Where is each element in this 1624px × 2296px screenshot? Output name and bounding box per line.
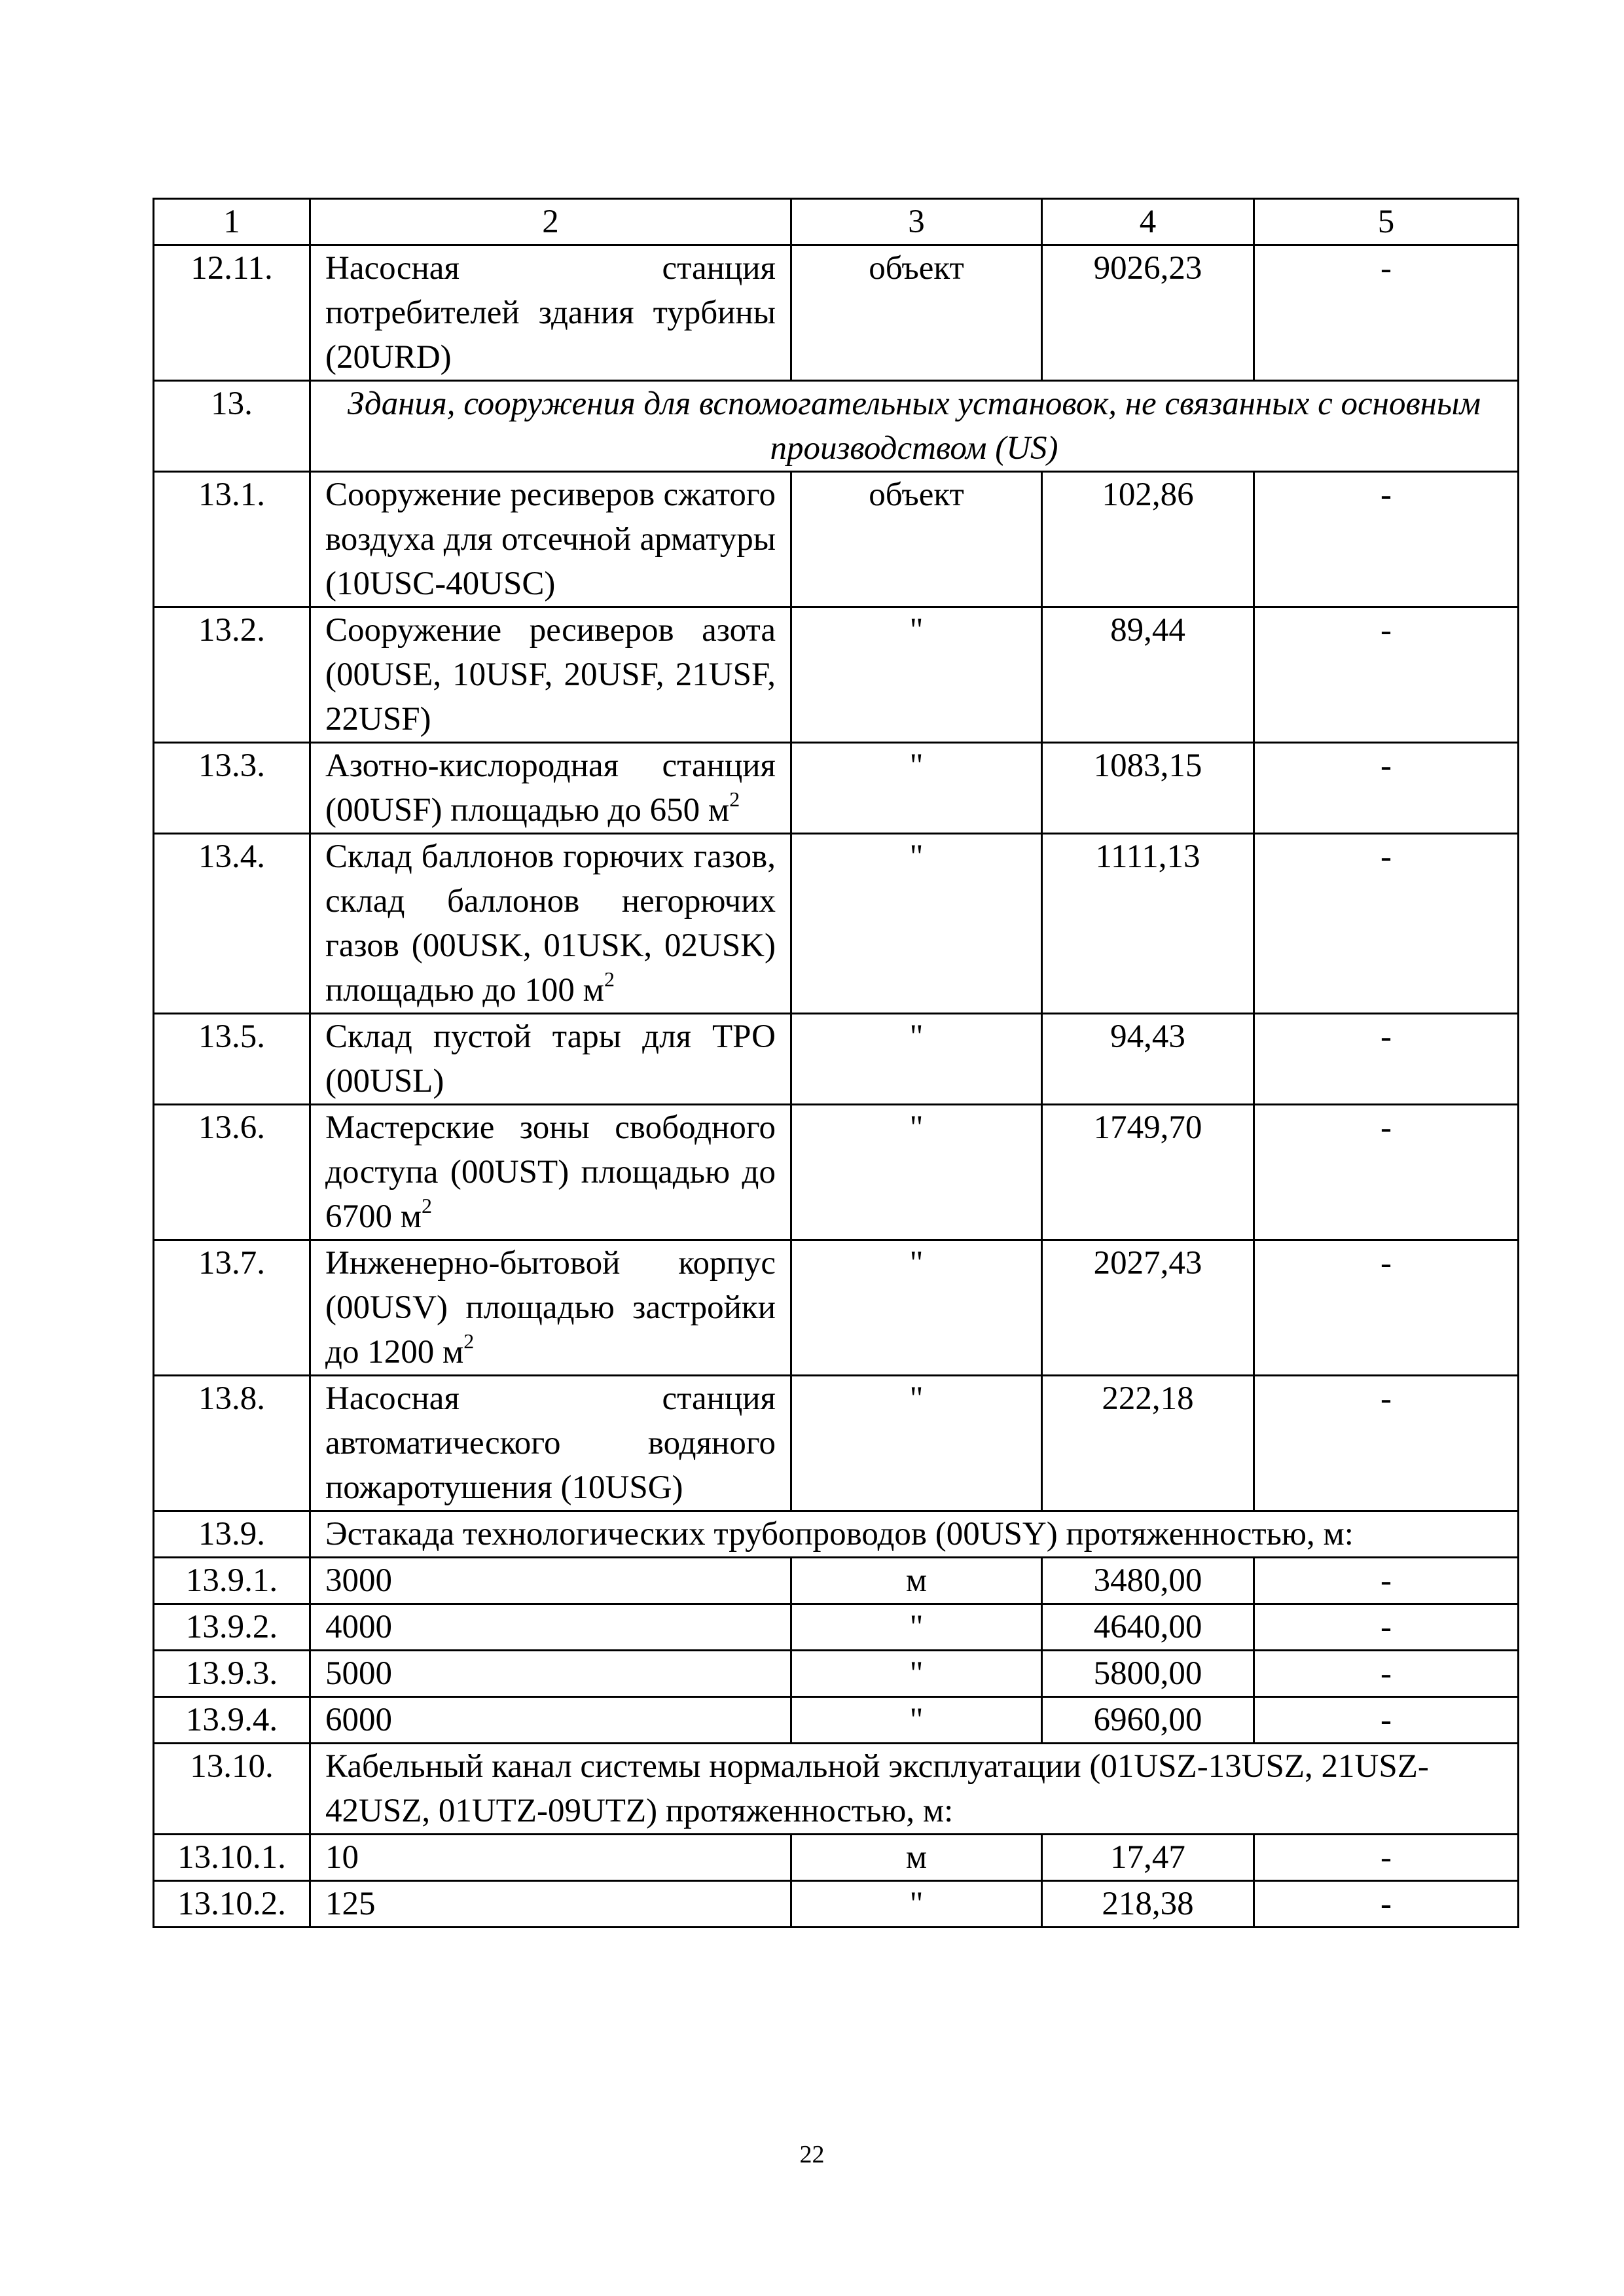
row-number: 13.9. bbox=[154, 1511, 310, 1558]
row-number: 13.10. bbox=[154, 1744, 310, 1835]
superscript: 2 bbox=[463, 1329, 475, 1353]
unit-cell: " bbox=[791, 1881, 1042, 1928]
item-name bbox=[310, 1881, 791, 1928]
value-cell: 9026,23 bbox=[1042, 245, 1254, 381]
unit-cell: объект bbox=[791, 472, 1042, 607]
group-title: Эстакада технологических трубопроводов (00USY) протяженностью, м: bbox=[310, 1511, 1519, 1558]
section-title: Здания, сооружения для вспомогательных установок, не связанных с основным производством (US) bbox=[310, 381, 1519, 472]
item-name bbox=[310, 834, 791, 1014]
row-number: 13.5. bbox=[154, 1014, 310, 1105]
group-title: Кабельный канал системы нормальной эксплуатации (01USZ-13USZ, 21USZ-42USZ, 01UTZ-09UTZ) протяженностью, м: bbox=[310, 1744, 1519, 1835]
header-col-3: 3 bbox=[791, 199, 1042, 245]
item-name-text: 5000 bbox=[325, 1655, 392, 1692]
col5-cell: - bbox=[1254, 1105, 1519, 1240]
superscript: 2 bbox=[729, 787, 740, 811]
row-number: 13. bbox=[154, 381, 310, 472]
item-name bbox=[310, 1835, 791, 1881]
col5-cell: - bbox=[1254, 1240, 1519, 1376]
item-name bbox=[310, 1105, 791, 1240]
unit-cell: м bbox=[791, 1835, 1042, 1881]
table-row bbox=[154, 1604, 1519, 1651]
row-number: 13.9.4. bbox=[154, 1697, 310, 1744]
table-row bbox=[154, 1744, 1519, 1835]
unit-cell: м bbox=[791, 1558, 1042, 1604]
item-name-text: Насосная станция автоматического водяного пожаротушения (10USG) bbox=[325, 1380, 776, 1506]
table-body bbox=[154, 199, 1519, 1928]
item-name-text: Инженерно-бытовой корпус (00USV) площадью застройки до 1200 м bbox=[325, 1245, 776, 1371]
unit-cell: " bbox=[791, 834, 1042, 1014]
row-number: 13.8. bbox=[154, 1376, 310, 1511]
value-cell: 5800,00 bbox=[1042, 1651, 1254, 1697]
value-cell: 1111,13 bbox=[1042, 834, 1254, 1014]
item-name-text: 6000 bbox=[325, 1702, 392, 1738]
col5-cell: - bbox=[1254, 1881, 1519, 1928]
value-cell: 1749,70 bbox=[1042, 1105, 1254, 1240]
item-name bbox=[310, 1604, 791, 1651]
table-header-row bbox=[154, 199, 1519, 245]
item-name bbox=[310, 1558, 791, 1604]
col5-cell: - bbox=[1254, 1697, 1519, 1744]
col5-cell: - bbox=[1254, 1835, 1519, 1881]
item-name-text: 10 bbox=[325, 1839, 359, 1876]
row-number: 13.7. bbox=[154, 1240, 310, 1376]
value-cell: 4640,00 bbox=[1042, 1604, 1254, 1651]
unit-cell: " bbox=[791, 1014, 1042, 1105]
value-cell: 222,18 bbox=[1042, 1376, 1254, 1511]
col5-cell: - bbox=[1254, 245, 1519, 381]
table-row bbox=[154, 1651, 1519, 1697]
page-number: 22 bbox=[799, 2141, 825, 2168]
item-name bbox=[310, 1240, 791, 1376]
table-row bbox=[154, 1105, 1519, 1240]
superscript: 2 bbox=[604, 967, 615, 991]
item-name bbox=[310, 607, 791, 743]
row-number: 13.2. bbox=[154, 607, 310, 743]
item-name bbox=[310, 1014, 791, 1105]
item-name bbox=[310, 1697, 791, 1744]
row-number: 13.9.2. bbox=[154, 1604, 310, 1651]
row-number: 13.10.2. bbox=[154, 1881, 310, 1928]
item-name-text: 4000 bbox=[325, 1609, 392, 1645]
unit-cell: объект bbox=[791, 245, 1042, 381]
row-number: 13.9.3. bbox=[154, 1651, 310, 1697]
item-name bbox=[310, 472, 791, 607]
header-col-1: 1 bbox=[154, 199, 310, 245]
table-row bbox=[154, 1835, 1519, 1881]
estimate-table bbox=[153, 198, 1519, 1928]
unit-cell: " bbox=[791, 1604, 1042, 1651]
table-row bbox=[154, 245, 1519, 381]
value-cell: 2027,43 bbox=[1042, 1240, 1254, 1376]
unit-cell: " bbox=[791, 743, 1042, 834]
header-col-2: 2 bbox=[310, 199, 791, 245]
col5-cell: - bbox=[1254, 607, 1519, 743]
unit-cell: " bbox=[791, 1240, 1042, 1376]
col5-cell: - bbox=[1254, 472, 1519, 607]
table-row bbox=[154, 607, 1519, 743]
row-number: 12.11. bbox=[154, 245, 310, 381]
row-number: 13.4. bbox=[154, 834, 310, 1014]
item-name-text: Азотно-кислородная станция (00USF) площадью до 650 м bbox=[325, 747, 776, 829]
value-cell: 3480,00 bbox=[1042, 1558, 1254, 1604]
value-cell: 218,38 bbox=[1042, 1881, 1254, 1928]
item-name-text: Склад баллонов горючих газов, склад баллонов негорючих газов (00USK, 01USK, 02USK) площадью до 100 м bbox=[325, 838, 776, 1009]
unit-cell: " bbox=[791, 1651, 1042, 1697]
table-row bbox=[154, 1697, 1519, 1744]
item-name-text: 3000 bbox=[325, 1562, 392, 1599]
table-row bbox=[154, 1881, 1519, 1928]
item-name-text: 125 bbox=[325, 1886, 376, 1922]
col5-cell: - bbox=[1254, 1014, 1519, 1105]
item-name bbox=[310, 245, 791, 381]
header-col-4: 4 bbox=[1042, 199, 1254, 245]
col5-cell: - bbox=[1254, 834, 1519, 1014]
table-row bbox=[154, 1511, 1519, 1558]
item-name-text: Насосная станция потребителей здания турбины (20URD) bbox=[325, 250, 776, 376]
unit-cell: " bbox=[791, 1376, 1042, 1511]
value-cell: 1083,15 bbox=[1042, 743, 1254, 834]
item-name-text: Сооружение ресиверов сжатого воздуха для отсечной арматуры (10USC-40USC) bbox=[325, 476, 776, 602]
value-cell: 102,86 bbox=[1042, 472, 1254, 607]
table-row bbox=[154, 1376, 1519, 1511]
col5-cell: - bbox=[1254, 1651, 1519, 1697]
item-name-text: Склад пустой тары для ТРО (00USL) bbox=[325, 1018, 776, 1100]
table-row bbox=[154, 1558, 1519, 1604]
row-number: 13.1. bbox=[154, 472, 310, 607]
table-row bbox=[154, 834, 1519, 1014]
item-name-text: Сооружение ресиверов азота (00USE, 10USF, 20USF, 21USF, 22USF) bbox=[325, 612, 776, 738]
col5-cell: - bbox=[1254, 1558, 1519, 1604]
value-cell: 6960,00 bbox=[1042, 1697, 1254, 1744]
row-number: 13.6. bbox=[154, 1105, 310, 1240]
col5-cell: - bbox=[1254, 743, 1519, 834]
col5-cell: - bbox=[1254, 1604, 1519, 1651]
row-number: 13.9.1. bbox=[154, 1558, 310, 1604]
table-row bbox=[154, 1014, 1519, 1105]
item-name bbox=[310, 743, 791, 834]
header-col-5: 5 bbox=[1254, 199, 1519, 245]
value-cell: 94,43 bbox=[1042, 1014, 1254, 1105]
item-name bbox=[310, 1651, 791, 1697]
table-row bbox=[154, 472, 1519, 607]
unit-cell: " bbox=[791, 1697, 1042, 1744]
item-name-text: Мастерские зоны свободного доступа (00UST) площадью до 6700 м bbox=[325, 1109, 776, 1235]
value-cell: 89,44 bbox=[1042, 607, 1254, 743]
value-cell: 17,47 bbox=[1042, 1835, 1254, 1881]
unit-cell: " bbox=[791, 1105, 1042, 1240]
unit-cell: " bbox=[791, 607, 1042, 743]
col5-cell: - bbox=[1254, 1376, 1519, 1511]
superscript: 2 bbox=[422, 1194, 433, 1217]
table-row bbox=[154, 381, 1519, 472]
item-name bbox=[310, 1376, 791, 1511]
table-row bbox=[154, 1240, 1519, 1376]
row-number: 13.3. bbox=[154, 743, 310, 834]
table-row bbox=[154, 743, 1519, 834]
row-number: 13.10.1. bbox=[154, 1835, 310, 1881]
